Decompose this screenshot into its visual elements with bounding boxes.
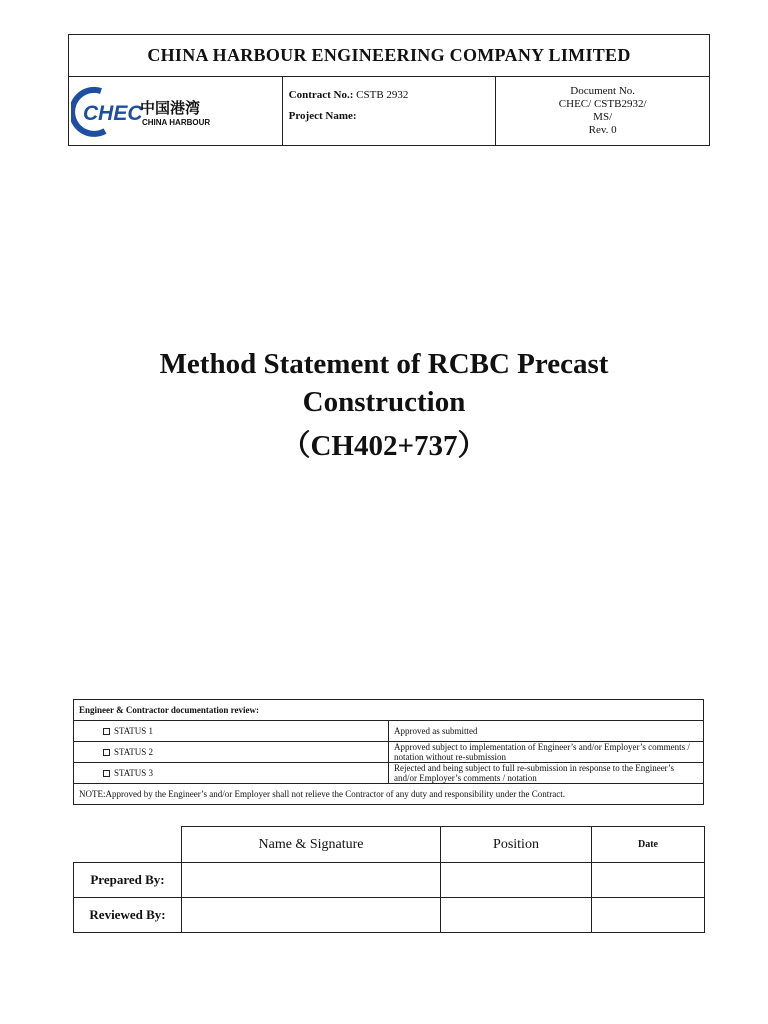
prepared-position-field[interactable]: [441, 863, 592, 898]
header-date: Date: [592, 827, 705, 863]
prepared-date-field[interactable]: [592, 863, 705, 898]
contract-no: Contract No.: CSTB 2932: [288, 89, 409, 101]
header-table: [68, 34, 710, 146]
title-line-2: Construction: [302, 386, 466, 418]
status-row: STATUS 3 Rejected and being subject to full re-submission in response to the Engineer’s and/or Employer’s comments / notation: [74, 763, 704, 784]
signature-table: [73, 826, 705, 933]
logo-cn: 中国港湾: [140, 99, 201, 117]
header-name-signature: Name & Signature: [182, 827, 441, 863]
status-row: STATUS 2 Approved subject to implementation of Engineer’s and/or Employer’s comments / notation without re-submission: [74, 742, 704, 763]
reviewed-date-field[interactable]: [592, 898, 705, 933]
review-note: NOTE:Approved by the Engineer’s and/or Employer shall not relieve the Contractor of any duty and responsibility under the Contract.: [74, 784, 704, 805]
review-heading: Engineer & Contractor documentation review:: [74, 700, 704, 721]
checkbox-icon[interactable]: [103, 749, 110, 756]
project-name: Project Name:: [288, 110, 357, 122]
header-position: Position: [441, 827, 592, 863]
review-table: [73, 699, 704, 805]
logo-en: CHINA HARBOUR: [142, 118, 211, 127]
logo-cell: [69, 77, 283, 146]
checkbox-icon[interactable]: [103, 728, 110, 735]
title-line-3: （CH402+737）: [281, 430, 487, 462]
title-line-1: Method Statement of RCBC Precast: [159, 348, 609, 380]
prepared-name-field[interactable]: [182, 863, 441, 898]
chec-logo: [71, 81, 211, 141]
prepared-by-label: Prepared By:: [74, 863, 182, 898]
reviewed-position-field[interactable]: [441, 898, 592, 933]
checkbox-icon[interactable]: [103, 770, 110, 777]
company-name: CHINA HARBOUR ENGINEERING COMPANY LIMITED: [69, 35, 710, 77]
contract-info: [282, 77, 496, 146]
reviewed-by-label: Reviewed By:: [74, 898, 182, 933]
logo-mark: CHEC: [83, 102, 143, 125]
document-number: Document No. CHEC/ CSTB2932/ MS/ Rev. 0: [496, 77, 710, 146]
status-row: STATUS 1 Approved as submitted: [74, 721, 704, 742]
reviewed-name-field[interactable]: [182, 898, 441, 933]
